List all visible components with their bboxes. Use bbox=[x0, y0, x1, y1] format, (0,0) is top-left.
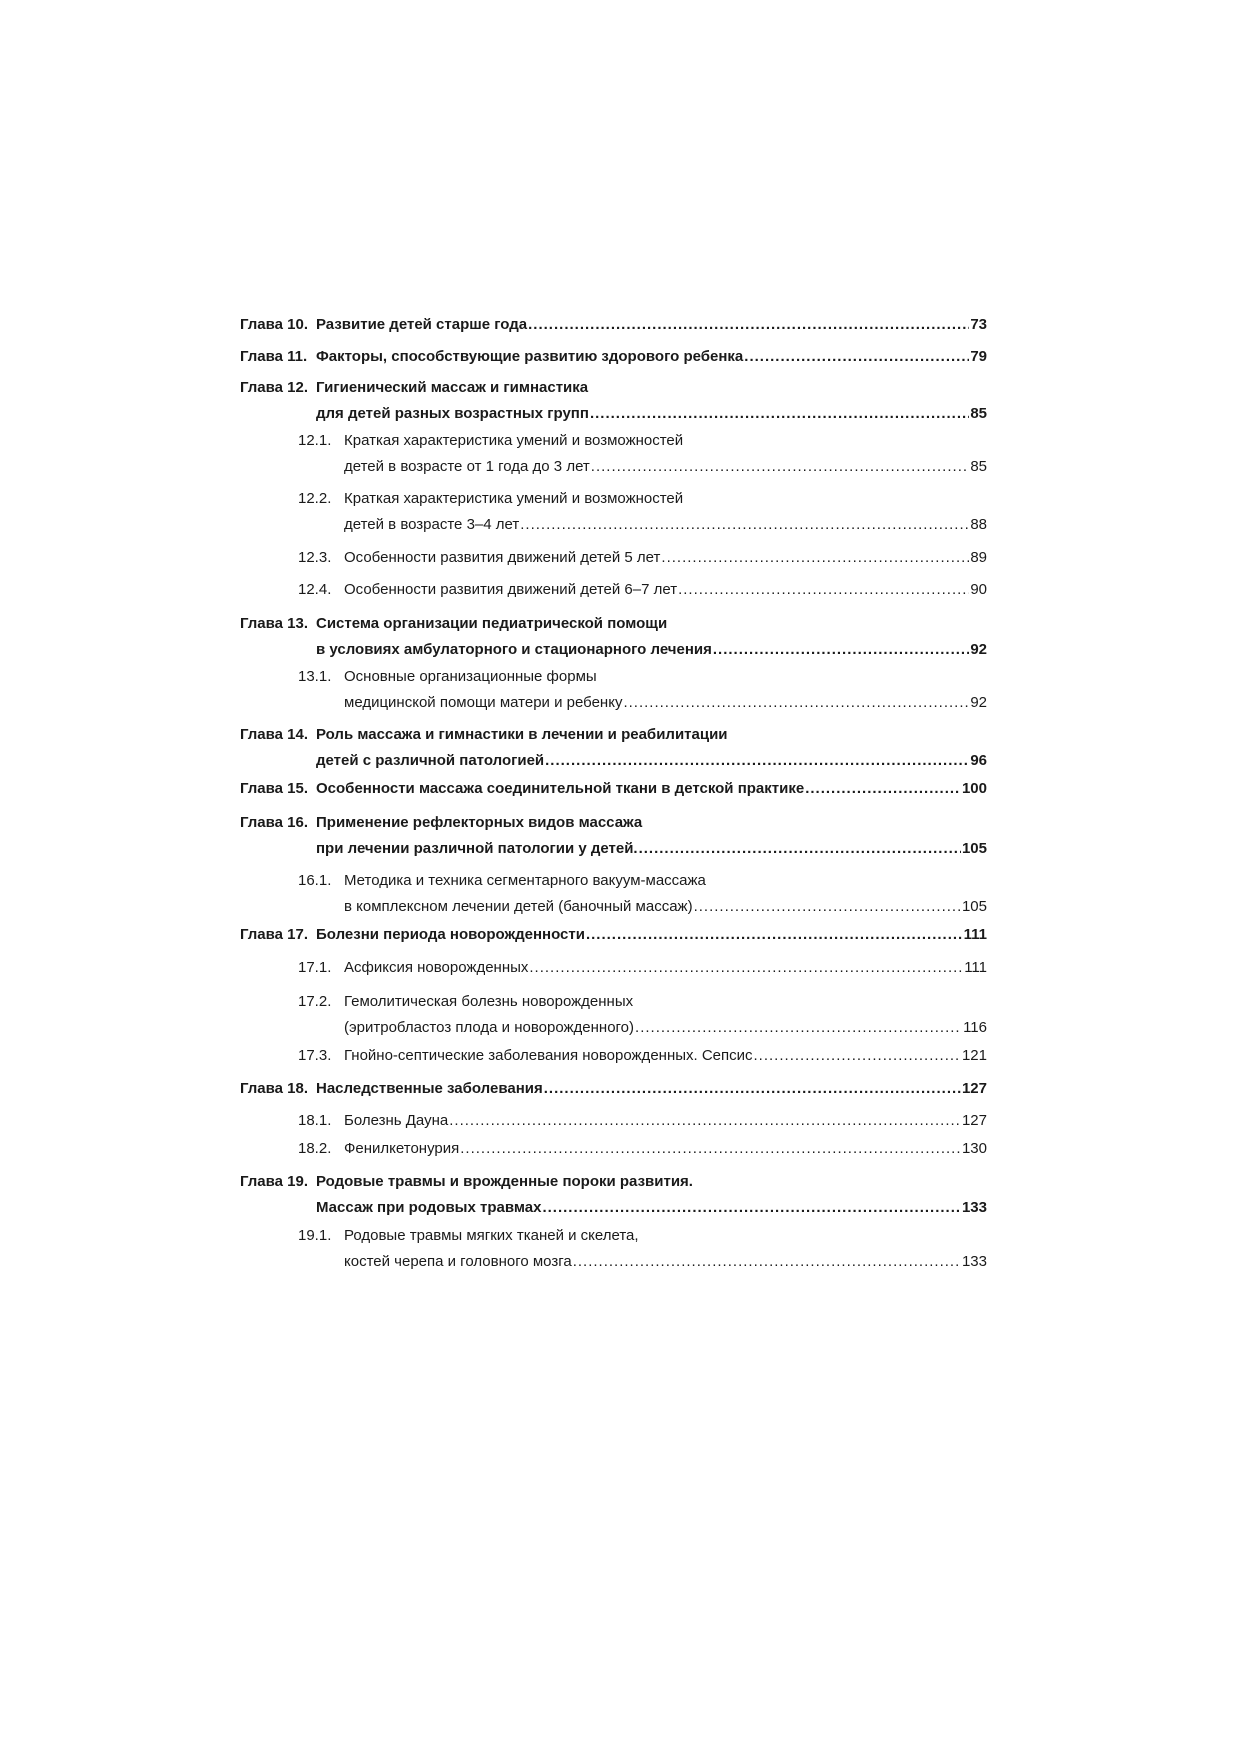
toc-entry-last-line bbox=[316, 345, 987, 369]
toc-entry-last-line bbox=[316, 313, 987, 337]
entry-title-text: Методика и техника сегментарного вакуум-массажа bbox=[344, 872, 706, 889]
dot-leader bbox=[694, 895, 961, 919]
entry-title-text: костей черепа и головного мозга bbox=[344, 1253, 572, 1270]
entry-title-text: детей в возрасте 3–4 лет bbox=[344, 516, 520, 533]
toc-entry-last-line bbox=[316, 837, 987, 861]
toc-entry-last-line bbox=[344, 1109, 987, 1133]
chapter-number: Глава 15. bbox=[240, 780, 309, 797]
toc-entry-last-line bbox=[344, 578, 987, 602]
toc-entry-last-line bbox=[344, 956, 987, 980]
dot-leader bbox=[545, 749, 969, 773]
entry-title-text: медицинской помощи матери и ребенку bbox=[344, 694, 623, 711]
entry-title-text: детей в возрасте от 1 года до 3 лет bbox=[344, 458, 590, 475]
dot-leader bbox=[520, 513, 969, 537]
entry-title-text: Краткая характеристика умений и возможностей bbox=[344, 490, 684, 507]
page-number: 85 bbox=[970, 458, 987, 475]
entry-title-text: Основные организационные формы bbox=[344, 668, 597, 685]
page-number: 73 bbox=[970, 316, 987, 333]
entry-title-text: Особенности массажа соединительной ткани в детской практике bbox=[316, 780, 805, 797]
dot-leader bbox=[805, 777, 961, 801]
entry-title-text: Асфиксия новорожденных bbox=[344, 959, 529, 976]
page-number: 89 bbox=[970, 549, 987, 566]
entry-title-text: Гигиенический массаж и гимнастика bbox=[316, 379, 589, 396]
section-number: 12.4. bbox=[298, 581, 332, 598]
toc-entry-last-line bbox=[344, 1137, 987, 1161]
page-number: 92 bbox=[970, 641, 987, 658]
toc-entry-last-line bbox=[344, 691, 987, 715]
dot-leader bbox=[623, 691, 969, 715]
entry-title-text: Массаж при родовых травмах bbox=[316, 1199, 542, 1216]
toc-entry-last-line bbox=[344, 1250, 987, 1274]
toc-entry-last-line bbox=[316, 402, 987, 426]
entry-title-text: Фенилкетонурия bbox=[344, 1140, 460, 1157]
page-number: 111 bbox=[963, 926, 987, 943]
chapter-number: Глава 18. bbox=[240, 1080, 309, 1097]
entry-title-text: Особенности развития движений детей 6–7 лет bbox=[344, 581, 678, 598]
entry-title-text: Краткая характеристика умений и возможностей bbox=[344, 432, 684, 449]
section-number: 18.1. bbox=[298, 1112, 332, 1129]
page-number: 96 bbox=[970, 752, 987, 769]
dot-leader bbox=[661, 546, 969, 570]
dot-leader bbox=[744, 345, 969, 369]
dot-leader bbox=[713, 638, 969, 662]
entry-title-text: Особенности развития движений детей 5 лет bbox=[344, 549, 661, 566]
chapter-number: Глава 14. bbox=[240, 726, 309, 743]
toc-entry-last-line bbox=[344, 1044, 987, 1068]
entry-title-text: при лечении различной патологии у детей. bbox=[316, 840, 638, 857]
section-number: 18.2. bbox=[298, 1140, 332, 1157]
dot-leader bbox=[573, 1250, 961, 1274]
section-number: 17.1. bbox=[298, 959, 332, 976]
page-number: 121 bbox=[961, 1047, 987, 1064]
entry-title-text: (эритробластоз плода и новорожденного) bbox=[344, 1019, 635, 1036]
chapter-number: Глава 19. bbox=[240, 1173, 309, 1190]
entry-title-text: Гемолитическая болезнь новорожденных bbox=[344, 993, 634, 1010]
page-number: 127 bbox=[961, 1112, 987, 1129]
toc-entry-last-line bbox=[344, 513, 987, 537]
entry-title-text: Факторы, способствующие развитию здорового ребенка bbox=[316, 348, 744, 365]
page-number: 105 bbox=[961, 840, 987, 857]
toc-entry-last-line bbox=[316, 777, 987, 801]
entry-title-text: Гнойно-септические заболевания новорожденных. Сепсис bbox=[344, 1047, 753, 1064]
toc-entry-last-line bbox=[316, 1196, 987, 1220]
entry-title-text: Болезни периода новорожденности bbox=[316, 926, 585, 943]
chapter-number: Глава 11. bbox=[240, 348, 308, 365]
dot-leader bbox=[639, 837, 961, 861]
dot-leader bbox=[460, 1137, 961, 1161]
page-number: 116 bbox=[963, 1019, 987, 1036]
page-number: 127 bbox=[961, 1080, 987, 1097]
entry-title-text: Наследственные заболевания bbox=[316, 1080, 543, 1097]
entry-title-text: Родовые травмы мягких тканей и скелета, bbox=[344, 1227, 639, 1244]
section-number: 19.1. bbox=[298, 1227, 332, 1244]
toc-entry-last-line bbox=[344, 1016, 987, 1040]
chapter-number: Глава 17. bbox=[240, 926, 309, 943]
page-number: 79 bbox=[970, 348, 987, 365]
section-number: 17.3. bbox=[298, 1047, 332, 1064]
dot-leader bbox=[678, 578, 969, 602]
page-number: 133 bbox=[961, 1199, 987, 1216]
entry-title-text: Применение рефлекторных видов массажа bbox=[316, 814, 643, 831]
dot-leader bbox=[544, 1077, 961, 1101]
toc-entry-last-line bbox=[316, 923, 987, 947]
toc-entry-last-line bbox=[344, 455, 987, 479]
entry-title-text: Развитие детей старше года bbox=[316, 316, 528, 333]
entry-title-text: Роль массажа и гимнастики в лечении и реабилитации bbox=[316, 726, 728, 743]
page-number: 130 bbox=[961, 1140, 987, 1157]
page-number: 105 bbox=[961, 898, 987, 915]
section-number: 12.2. bbox=[298, 490, 332, 507]
chapter-number: Глава 16. bbox=[240, 814, 309, 831]
chapter-number: Глава 10. bbox=[240, 316, 309, 333]
dot-leader bbox=[590, 402, 969, 426]
dot-leader bbox=[542, 1196, 961, 1220]
entry-title-text: Система организации педиатрической помощи bbox=[316, 615, 668, 632]
toc-entry-last-line bbox=[316, 749, 987, 773]
entry-title-text: в условиях амбулаторного и стационарного лечения bbox=[316, 641, 712, 658]
page-number: 111 bbox=[964, 959, 987, 976]
page-number: 92 bbox=[970, 694, 987, 711]
section-number: 13.1. bbox=[298, 668, 332, 685]
chapter-number: Глава 12. bbox=[240, 379, 309, 396]
chapter-number: Глава 13. bbox=[240, 615, 309, 632]
toc-entry-last-line bbox=[344, 895, 987, 919]
page-number: 133 bbox=[961, 1253, 987, 1270]
dot-leader bbox=[529, 956, 963, 980]
toc-entry-last-line bbox=[316, 1077, 987, 1101]
section-number: 12.1. bbox=[298, 432, 332, 449]
dot-leader bbox=[635, 1016, 962, 1040]
dot-leader bbox=[586, 923, 963, 947]
entry-title-text: для детей разных возрастных групп bbox=[316, 405, 589, 422]
entry-title-text: в комплексном лечении детей (баночный массаж) bbox=[344, 898, 693, 915]
dot-leader bbox=[449, 1109, 961, 1133]
toc-entry-last-line bbox=[316, 638, 987, 662]
dot-leader bbox=[591, 455, 970, 479]
section-number: 12.3. bbox=[298, 549, 332, 566]
dot-leader bbox=[528, 313, 969, 337]
dot-leader bbox=[754, 1044, 961, 1068]
entry-title-text: детей с различной патологией bbox=[316, 752, 545, 769]
page-number: 100 bbox=[961, 780, 987, 797]
section-number: 16.1. bbox=[298, 872, 332, 889]
page-number: 88 bbox=[970, 516, 987, 533]
toc-entry-last-line bbox=[344, 546, 987, 570]
page-number: 90 bbox=[970, 581, 987, 598]
section-number: 17.2. bbox=[298, 993, 332, 1010]
entry-title-text: Родовые травмы и врожденные пороки развития. bbox=[316, 1173, 693, 1190]
page-number: 85 bbox=[970, 405, 987, 422]
entry-title-text: Болезнь Дауна bbox=[344, 1112, 449, 1129]
